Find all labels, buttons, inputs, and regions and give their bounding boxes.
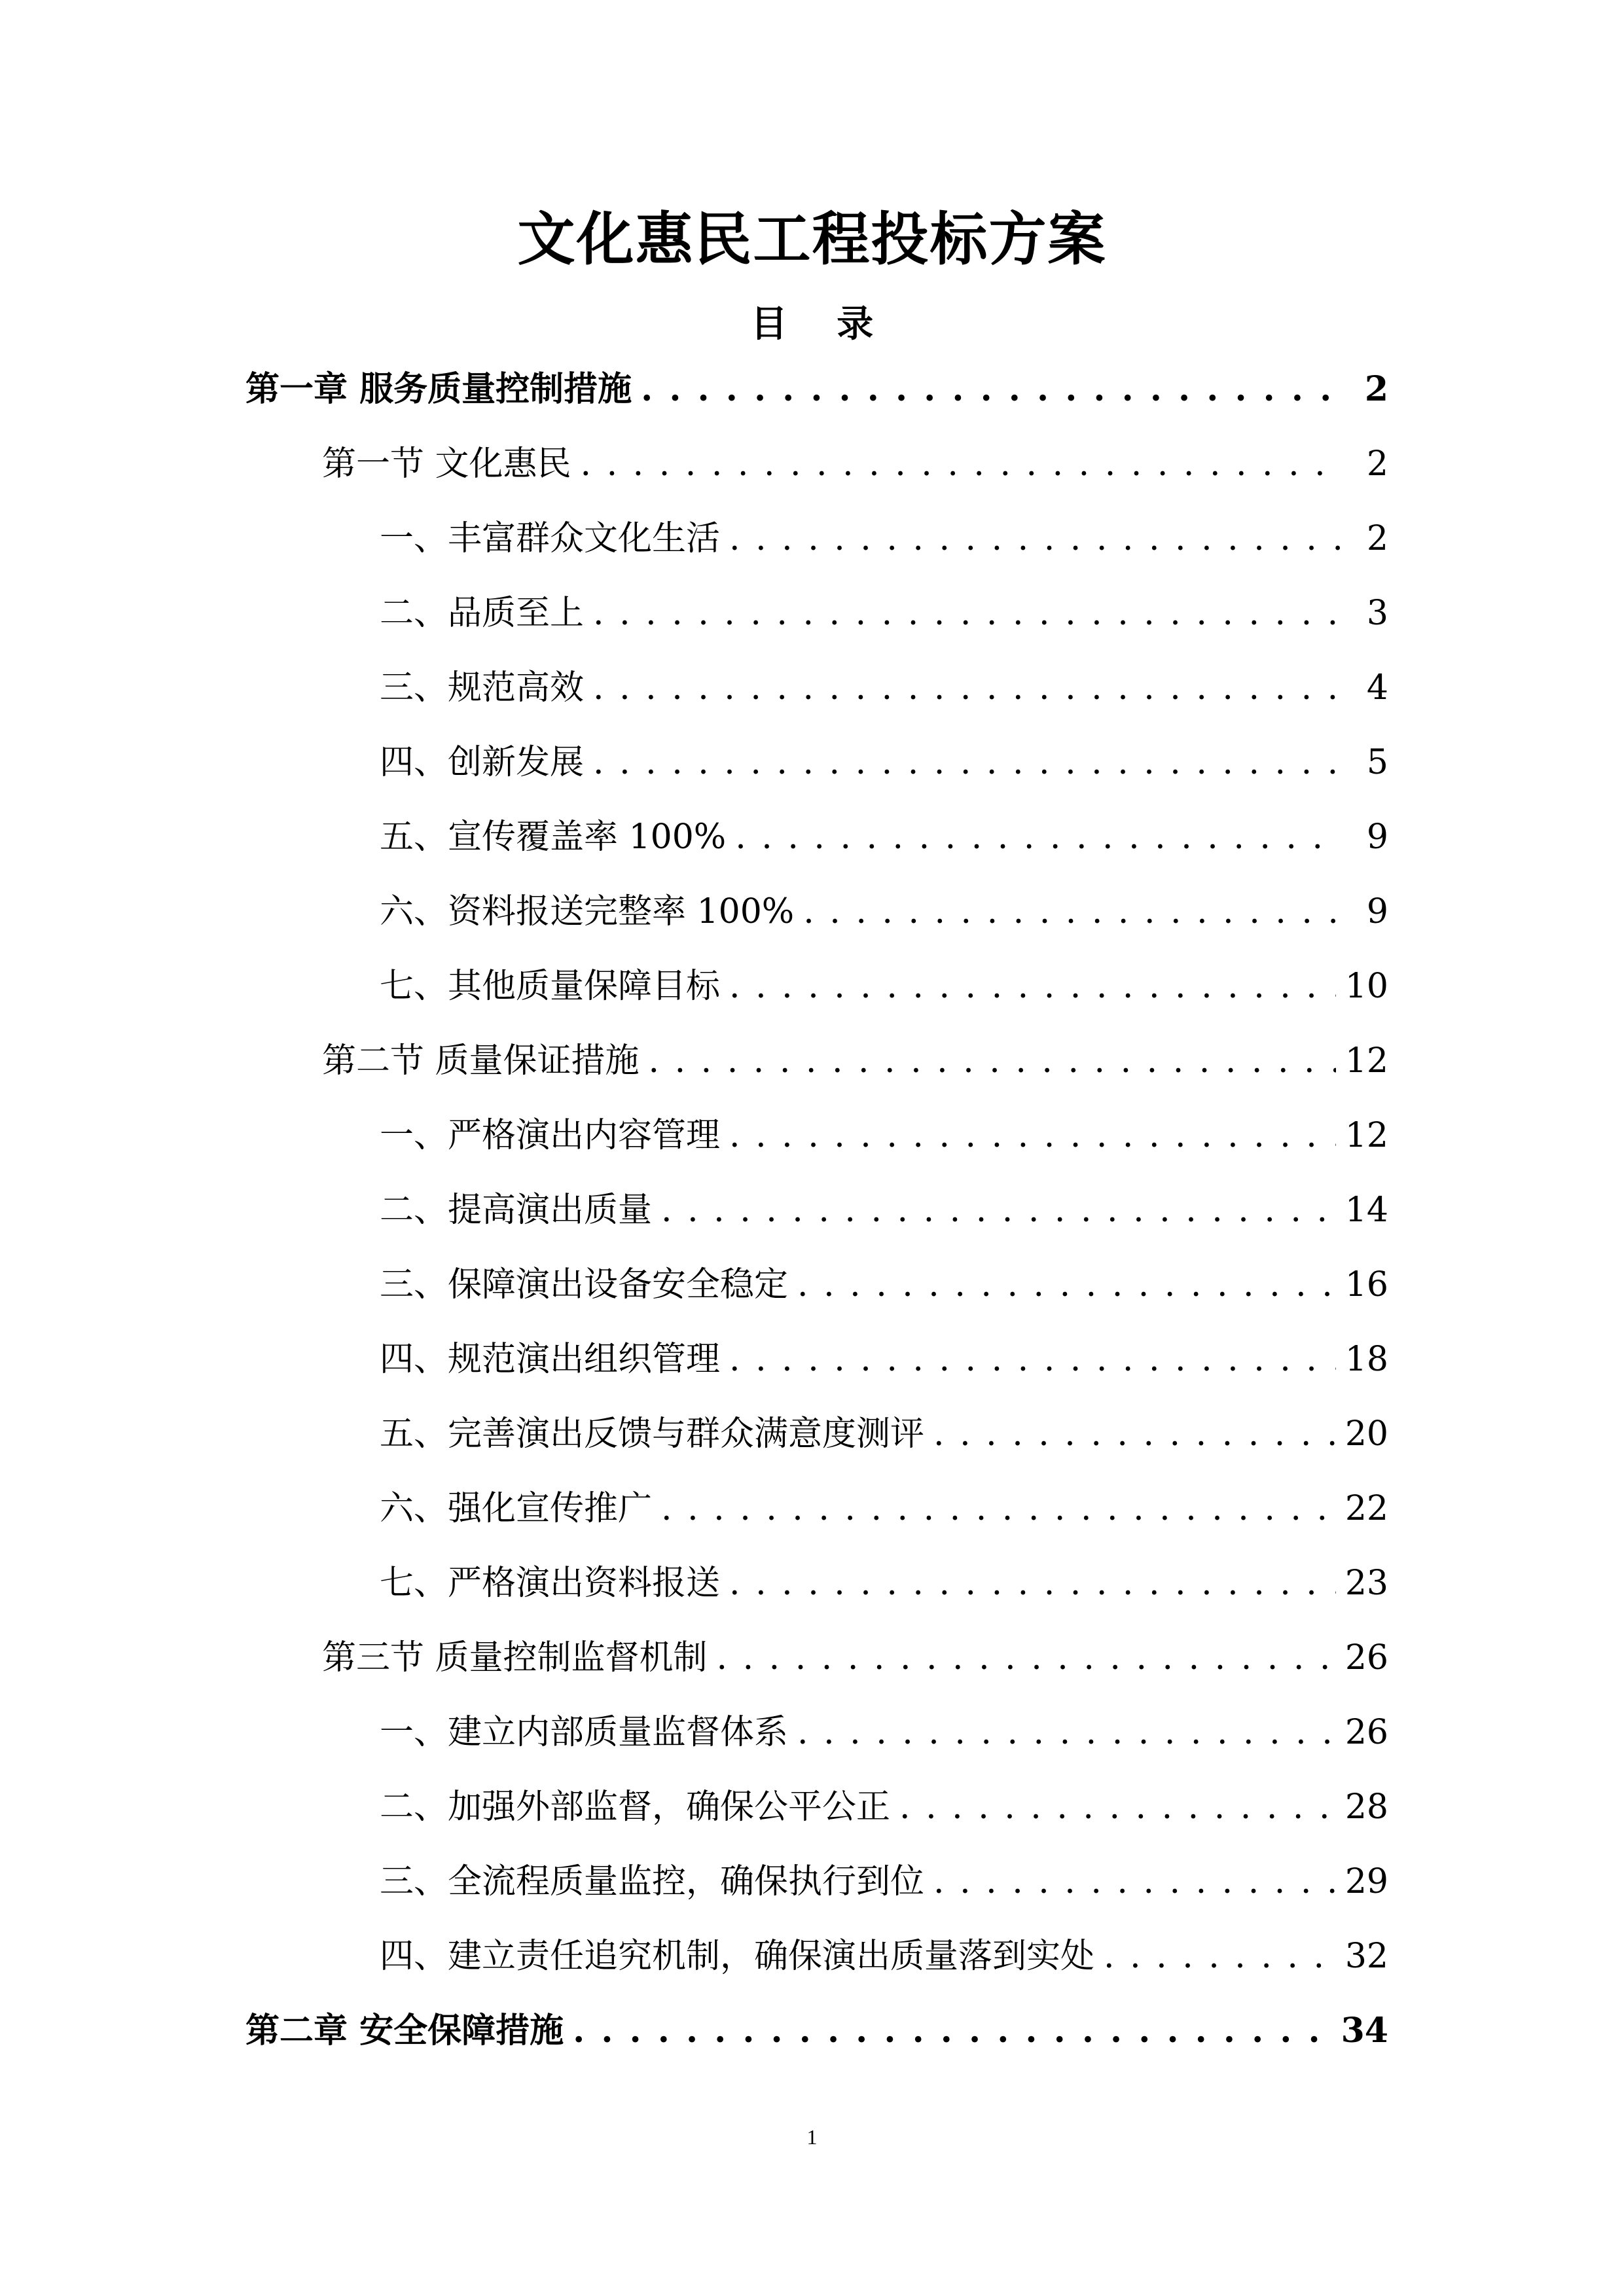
dot-leader <box>593 581 1340 646</box>
toc-entry-page: 26 <box>1344 1713 1388 1752</box>
toc-entry-label: 第一章 服务质量控制措施 <box>245 369 632 409</box>
toc-entry-item[interactable] <box>380 1103 1388 1168</box>
toc-entry-label: 四、规范演出组织管理 <box>380 1340 721 1379</box>
toc-entry-page: 3 <box>1366 594 1388 633</box>
toc-entry-label: 二、品质至上 <box>380 594 585 633</box>
toc-entry-label: 三、保障演出设备安全稳定 <box>380 1265 789 1304</box>
toc-entry-item[interactable] <box>380 954 1388 1019</box>
toc-entry-page: 28 <box>1344 1787 1388 1827</box>
dot-leader <box>717 1625 1336 1691</box>
toc-entry-item[interactable] <box>380 1700 1388 1765</box>
toc-entry-label: 四、创新发展 <box>380 743 585 782</box>
toc-entry-item[interactable] <box>380 1774 1388 1840</box>
toc-entry-item[interactable] <box>380 879 1388 944</box>
toc-entry-chapter-1[interactable] <box>245 357 1388 422</box>
toc-entry-label: 第一节 文化惠民 <box>322 444 571 484</box>
toc-entry-page: 18 <box>1344 1340 1388 1379</box>
dot-leader <box>641 357 1340 422</box>
toc-entry-page: 34 <box>1341 2011 1388 2051</box>
toc-entry-item[interactable] <box>380 581 1388 646</box>
toc-entry-page: 9 <box>1366 892 1388 931</box>
toc-entry-item[interactable] <box>380 730 1388 795</box>
toc-entry-item[interactable] <box>380 1849 1388 1914</box>
toc-entry-page: 32 <box>1344 1937 1388 1976</box>
dot-leader <box>593 655 1340 721</box>
toc-entry-page: 5 <box>1366 743 1388 782</box>
dot-leader <box>933 1401 1336 1467</box>
toc-entry-item[interactable] <box>380 1401 1388 1467</box>
dot-leader <box>797 1252 1336 1318</box>
toc-entry-section[interactable] <box>322 1028 1388 1094</box>
dot-leader <box>593 730 1340 795</box>
toc-heading: 目 录 <box>750 302 892 346</box>
toc-entry-label: 七、其他质量保障目标 <box>380 967 721 1006</box>
toc-entry-page: 2 <box>1366 519 1388 558</box>
toc-entry-label: 二、加强外部监督，确保公平公正 <box>380 1787 891 1827</box>
toc-entry-page: 10 <box>1344 967 1388 1006</box>
toc-entry-section[interactable] <box>322 1625 1388 1691</box>
toc-entry-item[interactable] <box>380 506 1388 571</box>
toc-entry-page: 22 <box>1344 1489 1388 1528</box>
dot-leader <box>1104 1924 1336 1989</box>
toc-entry-label: 四、建立责任追究机制，确保演出质量落到实处 <box>380 1937 1095 1976</box>
toc-entry-item[interactable] <box>380 1252 1388 1318</box>
toc-entry-item[interactable] <box>380 1476 1388 1541</box>
toc-entry-page: 2 <box>1366 444 1388 484</box>
toc-entry-page: 29 <box>1344 1862 1388 1901</box>
toc-entry-item[interactable] <box>380 804 1388 870</box>
toc-entry-item[interactable] <box>380 655 1388 721</box>
toc-entry-label: 第二章 安全保障措施 <box>245 2011 564 2051</box>
toc-entry-page: 23 <box>1344 1564 1388 1603</box>
dot-leader <box>797 1700 1336 1765</box>
toc-entry-label: 三、全流程质量监控，确保执行到位 <box>380 1862 925 1901</box>
toc-entry-item[interactable] <box>380 1177 1388 1243</box>
toc-entry-item[interactable] <box>380 1551 1388 1616</box>
dot-leader <box>649 1028 1336 1094</box>
dot-leader <box>803 879 1340 944</box>
dot-leader <box>899 1774 1336 1840</box>
toc-entry-item[interactable] <box>380 1327 1388 1392</box>
toc-entry-page: 2 <box>1364 369 1388 409</box>
toc-entry-label: 第二节 质量保证措施 <box>322 1041 640 1081</box>
toc-entry-page: 12 <box>1344 1116 1388 1155</box>
toc-entry-label: 第三节 质量控制监督机制 <box>322 1638 708 1677</box>
dot-leader <box>581 431 1340 497</box>
toc-entry-label: 五、宣传覆盖率 100% <box>380 817 727 857</box>
toc-entry-label: 三、规范高效 <box>380 668 585 708</box>
dot-leader <box>933 1849 1336 1914</box>
dot-leader <box>729 506 1340 571</box>
toc-entry-chapter-2[interactable] <box>245 1998 1388 2064</box>
dot-leader <box>661 1476 1336 1541</box>
dot-leader <box>729 1327 1336 1392</box>
dot-leader <box>661 1177 1336 1243</box>
dot-leader <box>729 1551 1336 1616</box>
toc-entry-label: 六、资料报送完整率 100% <box>380 892 795 931</box>
document-title: 文化惠民工程投标方案 <box>517 205 1107 273</box>
toc-entry-page: 14 <box>1344 1191 1388 1230</box>
toc-entry-label: 六、强化宣传推广 <box>380 1489 653 1528</box>
page-number: 1 <box>806 2125 818 2149</box>
toc-entry-page: 4 <box>1366 668 1388 708</box>
toc-entry-label: 五、完善演出反馈与群众满意度测评 <box>380 1414 925 1454</box>
toc-entry-item[interactable] <box>380 1924 1388 1989</box>
toc-entry-page: 26 <box>1344 1638 1388 1677</box>
toc-entry-label: 七、严格演出资料报送 <box>380 1564 721 1603</box>
toc-entry-page: 9 <box>1366 817 1388 857</box>
toc-entry-page: 12 <box>1344 1041 1388 1081</box>
toc-entry-page: 16 <box>1344 1265 1388 1304</box>
dot-leader <box>729 1103 1336 1168</box>
toc-entry-section[interactable] <box>322 431 1388 497</box>
dot-leader <box>735 804 1340 870</box>
toc-entry-label: 一、丰富群众文化生活 <box>380 519 721 558</box>
toc-entry-label: 一、建立内部质量监督体系 <box>380 1713 789 1752</box>
toc-entry-label: 一、严格演出内容管理 <box>380 1116 721 1155</box>
toc-entry-label: 二、提高演出质量 <box>380 1191 653 1230</box>
dot-leader <box>573 1998 1332 2064</box>
dot-leader <box>729 954 1336 1019</box>
toc-entry-page: 20 <box>1344 1414 1388 1454</box>
